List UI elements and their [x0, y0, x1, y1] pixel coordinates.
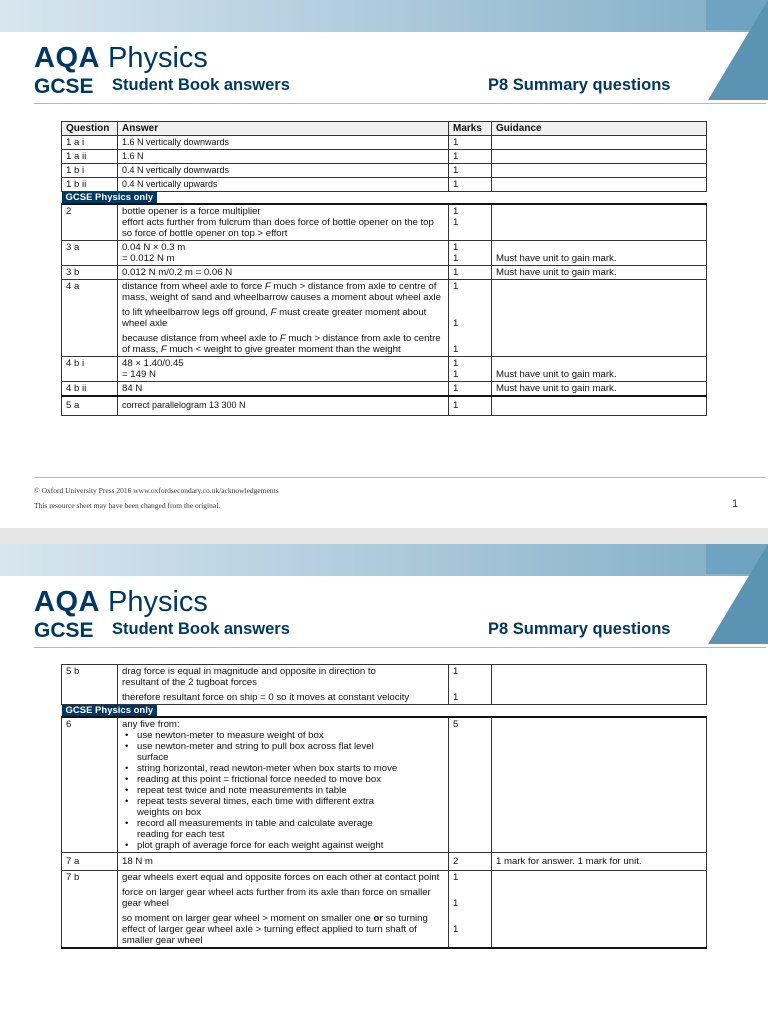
- logo-subject: Physics: [108, 586, 208, 618]
- marks-cell: 1: [449, 382, 492, 397]
- list-item: • record all measurements in table and calculate average reading for each test: [122, 818, 444, 840]
- guidance-cell: [492, 717, 707, 853]
- section-label: GCSE Physics only: [62, 192, 158, 203]
- marks-cell: 1 1: [449, 357, 492, 382]
- answers-table-1: [61, 121, 707, 416]
- question-cell: 1 a i: [62, 136, 118, 150]
- table-row: [62, 150, 707, 164]
- table-row: [62, 266, 707, 280]
- guidance-cell: [492, 871, 707, 949]
- col-guidance: Guidance: [492, 122, 707, 136]
- header-divider: [34, 103, 766, 104]
- answer-cell: distance from wheel axle to force F much > distance from axle to centre of mass, weight of sand and wheelbarrow causes a moment about wheel axle to lift wheelbarrow legs off ground, F must create greater moment about wheel axle because distance from wheel axle to F much > distance from axle to centre of mass, F much < weight to give greater moment than the weight: [118, 280, 449, 357]
- table-row: [62, 717, 707, 853]
- logo-gcse: GCSE: [34, 619, 94, 642]
- question-cell: 2: [62, 204, 118, 241]
- table-row: [62, 164, 707, 178]
- marks-cell: 1 1 1: [449, 280, 492, 357]
- logo-subject: Physics: [108, 42, 208, 74]
- list-item: • plot graph of average force for each weight against weight: [122, 840, 444, 851]
- answer-cell: 84 N: [118, 382, 449, 397]
- table-row: [62, 665, 707, 705]
- answer-cell: 0.04 N × 0.3 m = 0.012 N m: [118, 241, 449, 266]
- logo-aqa: AQA: [34, 42, 100, 74]
- table-row: [62, 853, 707, 871]
- marks-cell: 1: [449, 150, 492, 164]
- question-cell: 4 a: [62, 280, 118, 357]
- question-cell: 1 b i: [62, 164, 118, 178]
- answer-cell: 0.012 N m/0.2 m = 0.06 N: [118, 266, 449, 280]
- table-row: [62, 871, 707, 949]
- guidance-cell: [492, 204, 707, 241]
- method-list: [122, 730, 444, 851]
- resource-note: This resource sheet may have been changed from the original.: [34, 501, 221, 510]
- marks-cell: 1 1 1: [449, 871, 492, 949]
- question-cell: 1 b ii: [62, 178, 118, 192]
- list-item: • repeat test twice and note measurements in table: [122, 785, 444, 796]
- guidance-cell: Must have unit to gain mark.: [492, 357, 707, 382]
- book-title: Student Book answers: [112, 76, 290, 94]
- header-band: [0, 544, 768, 576]
- answer-cell: 0.4 N vertically downwards: [118, 164, 449, 178]
- table-row: [62, 204, 707, 241]
- list-item: • use newton-meter and string to pull box across flat level surface: [122, 741, 444, 763]
- question-cell: 3 a: [62, 241, 118, 266]
- guidance-cell: Must have unit to gain mark.: [492, 382, 707, 397]
- question-cell: 7 a: [62, 853, 118, 871]
- question-cell: 5 b: [62, 665, 118, 705]
- section-title: P8 Summary questions: [488, 620, 671, 638]
- answer-cell: correct parallelogram 13 300 N: [118, 396, 449, 416]
- guidance-cell: [492, 280, 707, 357]
- guidance-cell: [492, 665, 707, 705]
- header-band: [0, 0, 768, 32]
- guidance-cell: Must have unit to gain mark.: [492, 241, 707, 266]
- logo-aqa: AQA: [34, 586, 100, 618]
- table-row: [62, 396, 707, 416]
- answer-cell: 1.6 N: [118, 150, 449, 164]
- header-corner-tab: [708, 0, 768, 100]
- answer-cell: drag force is equal in magnitude and opposite in direction to resultant of the 2 tugboat forces therefore resultant force on ship = 0 so it moves at constant velocity: [118, 665, 449, 705]
- list-item: • string horizontal, read newton-meter when box starts to move: [122, 763, 444, 774]
- question-cell: 6: [62, 717, 118, 853]
- marks-cell: 1: [449, 396, 492, 416]
- answer-cell: 48 × 1.40/0.45 = 149 N: [118, 357, 449, 382]
- section-label: GCSE Physics only: [62, 705, 158, 716]
- table-row: [62, 382, 707, 397]
- col-marks: Marks: [449, 122, 492, 136]
- marks-cell: 1: [449, 266, 492, 280]
- list-item: • reading at this point = frictional force needed to move box: [122, 774, 444, 785]
- answer-cell: gear wheels exert equal and opposite forces on each other at contact point force on larger gear wheel acts further from its axle than force on smaller gear wheel so moment on larger gear wheel > moment on smaller one or so turning effect of larger gear wheel axle > turning effect applied to turn shaft of smaller gear wheel: [118, 871, 449, 949]
- answer-cell: 0.4 N vertically upwards: [118, 178, 449, 192]
- section-row: [62, 192, 707, 205]
- answers-table-2: [61, 664, 707, 949]
- table-row: [62, 357, 707, 382]
- marks-cell: 1: [449, 178, 492, 192]
- marks-cell: 1 1: [449, 204, 492, 241]
- guidance-cell: [492, 396, 707, 416]
- answer-cell: bottle opener is a force multiplier effort acts further from fulcrum than does force of bottle opener on the top so force of bottle opener on top > effort: [118, 204, 449, 241]
- marks-cell: 2: [449, 853, 492, 871]
- col-question: Question: [62, 122, 118, 136]
- marks-cell: 1: [449, 136, 492, 150]
- question-cell: 7 b: [62, 871, 118, 949]
- header-divider: [34, 647, 766, 648]
- marks-cell: 1 1: [449, 665, 492, 705]
- logo-gcse: GCSE: [34, 75, 94, 98]
- col-answer: Answer: [118, 122, 449, 136]
- marks-cell: 5: [449, 717, 492, 853]
- table-row: [62, 178, 707, 192]
- guidance-cell: Must have unit to gain mark.: [492, 266, 707, 280]
- question-cell: 5 a: [62, 396, 118, 416]
- question-cell: 1 a ii: [62, 150, 118, 164]
- page-number: 1: [732, 498, 739, 510]
- question-cell: 3 b: [62, 266, 118, 280]
- answer-cell: 18 N m: [118, 853, 449, 871]
- table-row: [62, 136, 707, 150]
- section-row: [62, 705, 707, 718]
- guidance-cell: 1 mark for answer. 1 mark for unit.: [492, 853, 707, 871]
- list-item: • repeat tests several times, each time with different extra weights on box: [122, 796, 444, 818]
- table-row: [62, 280, 707, 357]
- table-row: [62, 241, 707, 266]
- guidance-cell: [492, 178, 707, 192]
- answer-cell: 1.6 N vertically downwards: [118, 136, 449, 150]
- answer-cell: any five from: • use newton-meter to measure weight of box • use newton-meter and string to pull box across flat level surface • string horizontal, read newton-meter when box starts to move • reading at this point = frictional force needed to move box • repeat test twice and note measurements in table • repeat tests several times, each time with different extra weights on box • record all measurements in table and calculate average reading for each test • plot graph of average force for each weight against weight: [118, 717, 449, 853]
- marks-cell: 1 1: [449, 241, 492, 266]
- list-item: • use newton-meter to measure weight of box: [122, 730, 444, 741]
- header-corner-tab: [708, 544, 768, 644]
- guidance-cell: [492, 164, 707, 178]
- section-title: P8 Summary questions: [488, 76, 671, 94]
- footer-divider: [34, 477, 766, 478]
- page-2: [0, 544, 768, 1024]
- guidance-cell: [492, 150, 707, 164]
- book-title: Student Book answers: [112, 620, 290, 638]
- guidance-cell: [492, 136, 707, 150]
- marks-cell: 1: [449, 164, 492, 178]
- question-cell: 4 b i: [62, 357, 118, 382]
- question-cell: 4 b ii: [62, 382, 118, 397]
- copyright-text: © Oxford University Press 2016 www.oxfordsecondary.co.uk/acknowledgements: [34, 486, 279, 495]
- table-header-row: [62, 122, 707, 136]
